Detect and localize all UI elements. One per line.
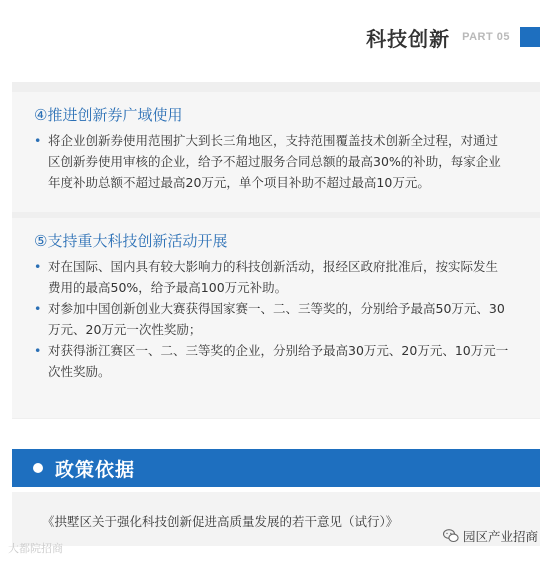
section-header	[366, 22, 540, 52]
bullet-text: 将企业创新券使用范围扩大到长三角地区，支持范围覆盖技术创新全过程，对通过区创新券使用审核的企业，给予不超过服务合同总额的最高30%的补助，每家企业年度补助总额不超过最高20万元，单个项目补助不超过最高10万元。	[48, 133, 501, 190]
bullet-text: 对参加中国创新创业大赛获得国家赛一、二、三等奖的，分别给予最高50万元、30万元、20万元一次性奖励；	[48, 301, 505, 337]
watermark-right-text: 园区产业招商	[462, 529, 538, 544]
policy-item-4	[12, 92, 540, 212]
policy-item-title: ⑤支持重大科技创新活动开展	[34, 232, 228, 250]
bullet-item	[34, 130, 510, 193]
policy-basis-header	[12, 449, 540, 487]
policy-item-5	[12, 218, 540, 418]
bullet-item	[34, 298, 510, 340]
watermark-left: 大都院招商	[8, 542, 63, 555]
bullet-item	[34, 256, 510, 298]
bullet-icon: •	[34, 259, 42, 274]
policy-basis-title: 政策依据	[55, 458, 136, 481]
policy-item-title: ④推进创新券广域使用	[34, 106, 183, 124]
bullet-list	[34, 256, 510, 382]
wechat-icon	[443, 529, 459, 543]
bullet-icon: •	[34, 343, 42, 358]
policy-document-title: 《拱墅区关于强化科技创新促进高质量发展的若干意见（试行）》	[42, 514, 399, 529]
bullet-text: 对获得浙江赛区一、二、三等奖的企业，分别给予最高30万元、20万元、10万元一次性奖励。	[48, 343, 509, 379]
bullet-icon: •	[34, 133, 42, 148]
watermark-right[interactable]	[443, 527, 538, 545]
bullet-text: 对在国际、国内具有较大影响力的科技创新活动，报经区政府批准后，按实际发生费用的最高50%，给予最高100万元补助。	[48, 259, 499, 295]
bullet-list	[34, 130, 510, 193]
part-label: PART 05	[462, 31, 510, 43]
bullet-icon: •	[34, 301, 42, 316]
bullet-item	[34, 340, 510, 382]
circle-icon	[33, 463, 43, 473]
section-title: 科技创新	[366, 26, 451, 51]
accent-square	[520, 27, 540, 47]
